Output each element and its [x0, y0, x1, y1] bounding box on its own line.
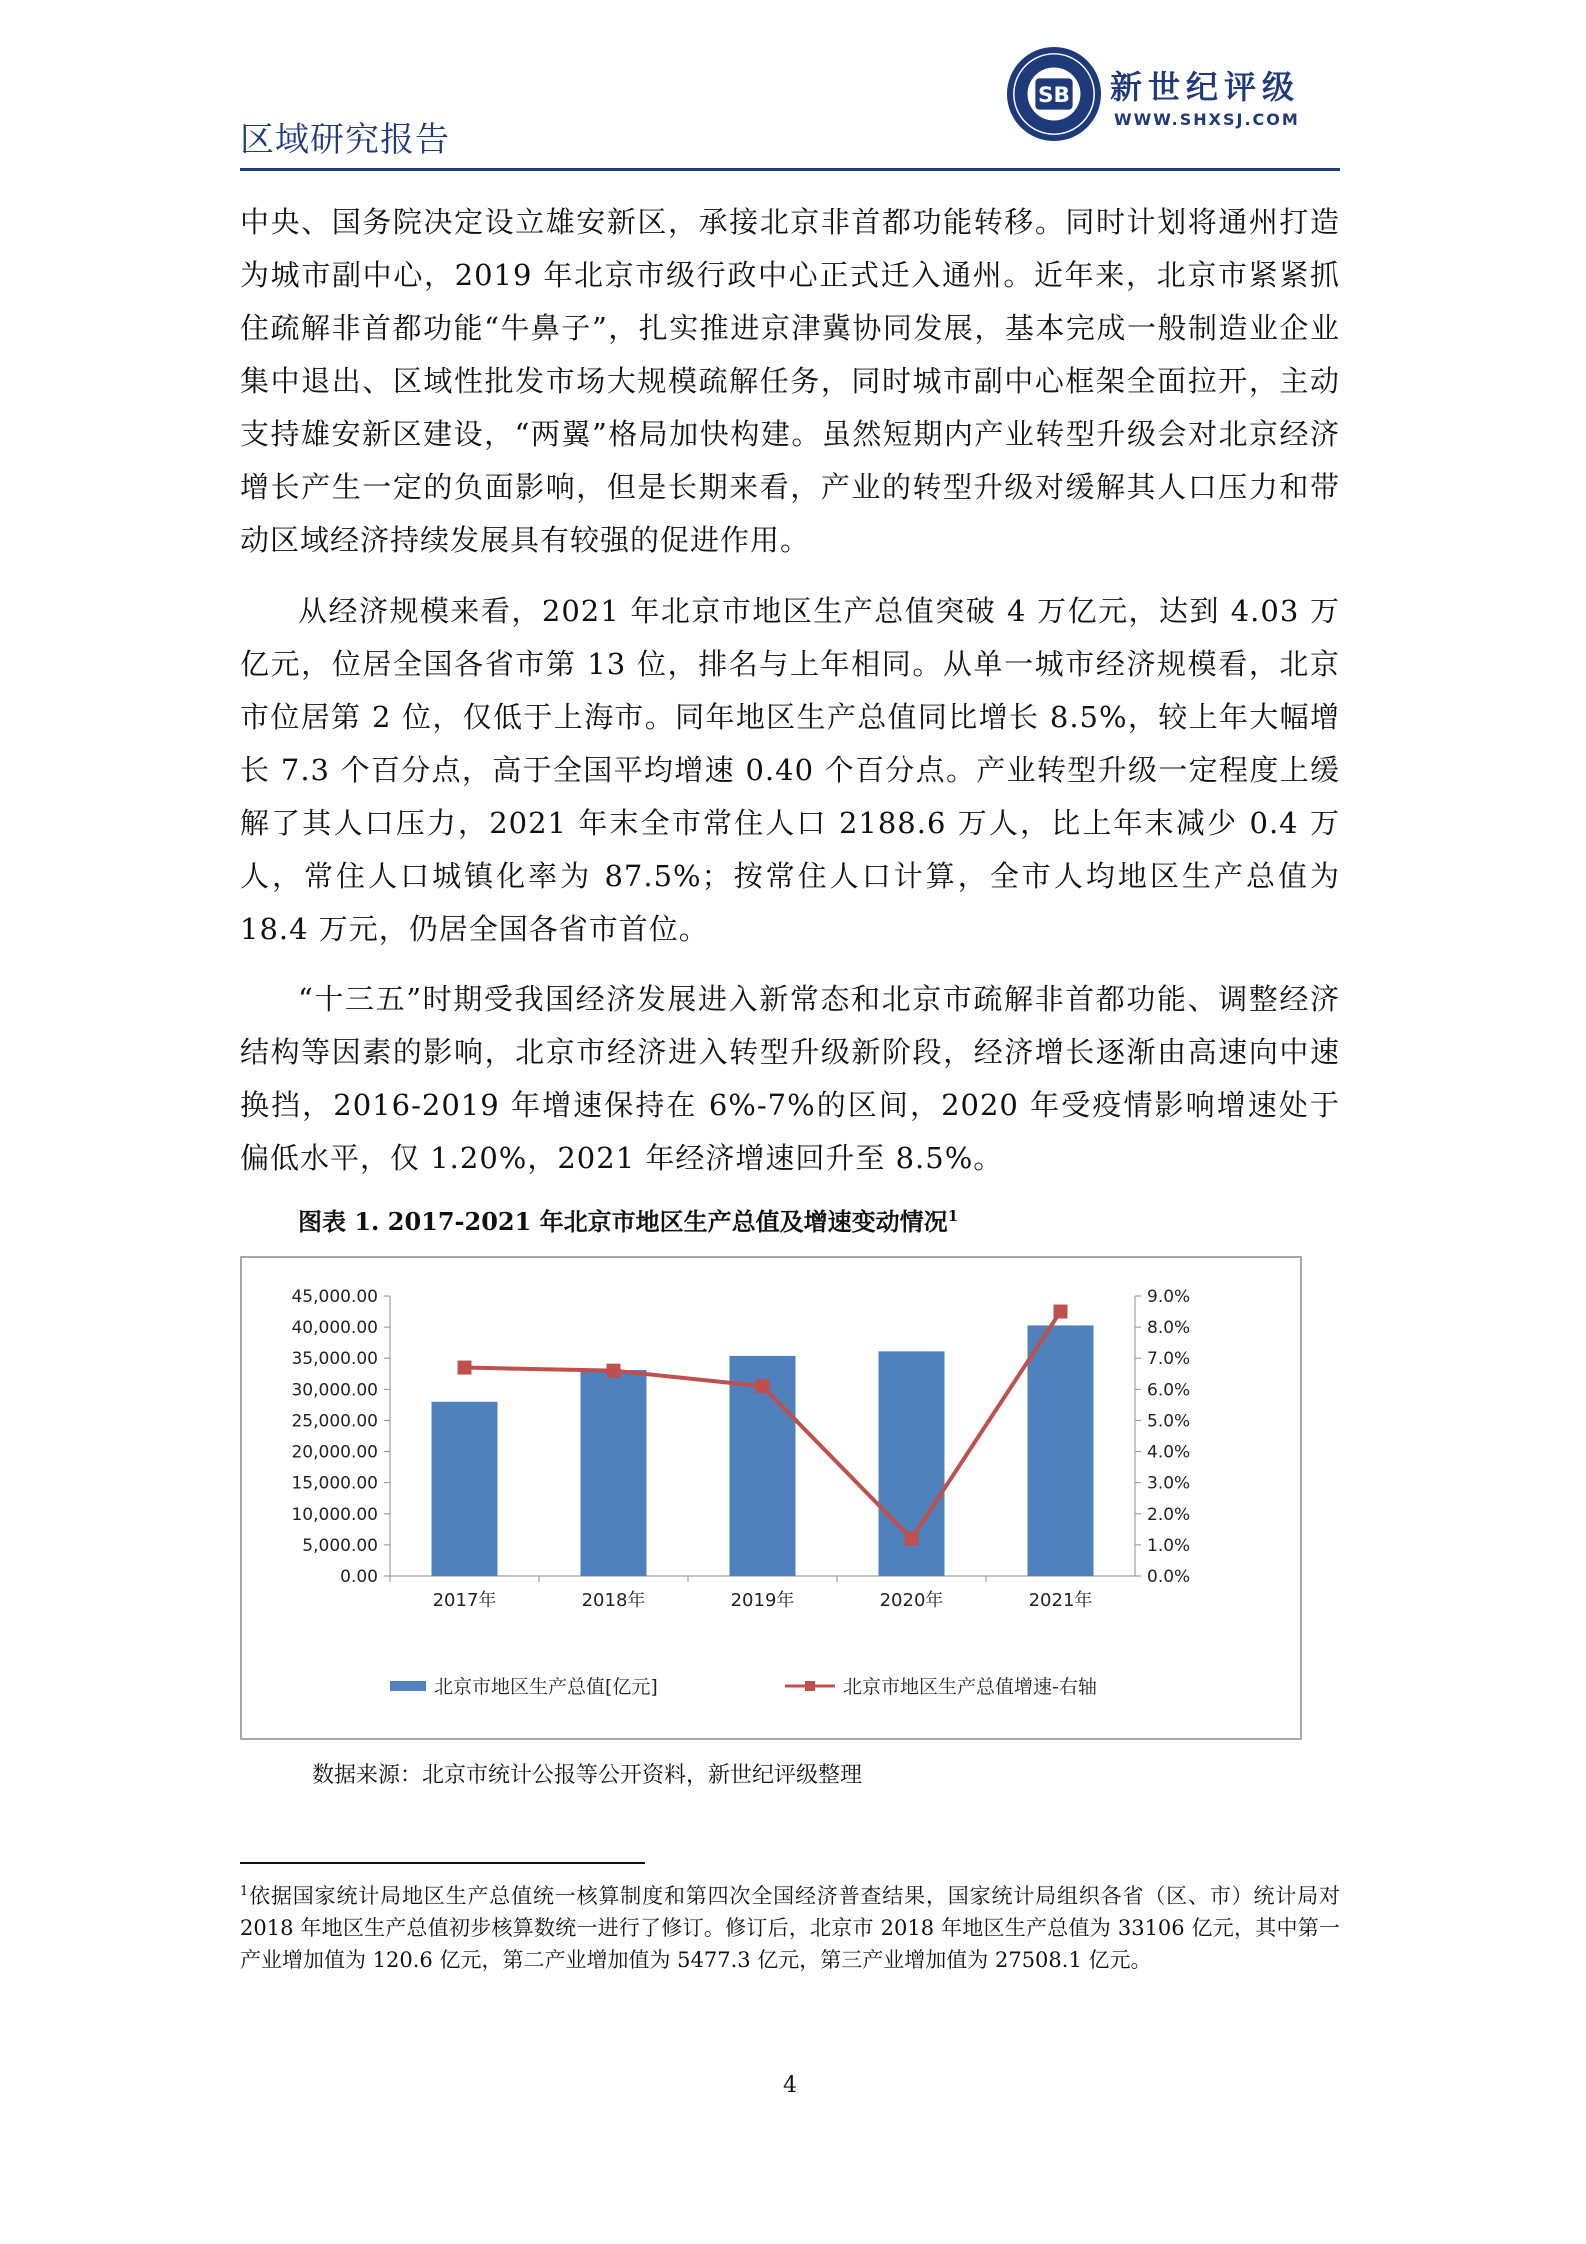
brand-name: 新世纪评级: [1110, 68, 1301, 106]
growth-rate-point: [756, 1379, 770, 1393]
header-divider: [240, 168, 1340, 171]
legend-bar-label: 北京市地区生产总值[亿元]: [434, 1676, 658, 1698]
growth-rate-point: [607, 1364, 621, 1378]
left-axis-tick-label: 0.00: [340, 1567, 378, 1587]
right-axis-tick-label: 8.0%: [1147, 1318, 1191, 1339]
right-axis-tick-label: 2.0%: [1147, 1504, 1191, 1525]
growth-rate-point: [1054, 1305, 1068, 1319]
legend-line-marker: [805, 1681, 815, 1691]
gdp-chart: [240, 1256, 1302, 1740]
logo-text: SB: [1038, 82, 1070, 108]
right-axis-tick-label: 5.0%: [1147, 1411, 1191, 1432]
x-axis-tick-label: 2019年: [730, 1590, 795, 1611]
right-axis-tick-label: 3.0%: [1147, 1473, 1191, 1494]
x-axis-tick-label: 2020年: [879, 1590, 944, 1611]
left-axis-tick-label: 20,000.00: [291, 1442, 378, 1463]
footnote-divider: [240, 1862, 645, 1864]
company-logo-icon: [1005, 45, 1103, 143]
paragraph-2: 从经济规模来看，2021 年北京市地区生产总值突破 4 万亿元，达到 4.03 万亿元，位居全国各省市第 13 位，排名与上年相同。从单一城市经济规模看，北京市位居第 2 位，仅低于上海市。同年地区生产总值同比增长 8.5%，较上年大幅增长 7.3 个百分点，高于全国平均增速 0.40 个百分点。产业转型升级一定程度上缓解了其人口压力，2021 年末全市常住人口 2188.6 万人，比上年末减少 0.4 万人，常住人口城镇化率为 87.5%；按常住人口计算，全市人均地区生产总值为 18.4 万元，仍居全国各省市首位。: [240, 594, 1340, 946]
right-axis-tick-label: 9.0%: [1147, 1287, 1191, 1307]
left-axis-tick-label: 30,000.00: [291, 1380, 378, 1401]
paragraph-1: 中央、国务院决定设立雄安新区，承接北京非首都功能转移。同时计划将通州打造为城市副中心，2019 年北京市级行政中心正式迁入通州。近年来，北京市紧紧抓住疏解非首都功能“牛鼻子”，扎实推进京津冀协同发展，基本完成一般制造业企业集中退出、区域性批发市场大规模疏解任务，同时城市副中心框架全面拉开，主动支持雄安新区建设，“两翼”格局加快构建。虽然短期内产业转型升级会对北京经济增长产生一定的负面影响，但是长期来看，产业的转型升级对缓解其人口压力和带动区域经济持续发展具有较强的促进作用。: [240, 205, 1340, 557]
x-axis-tick-label: 2018年: [581, 1590, 646, 1611]
page-number: 4: [783, 2073, 797, 2098]
right-axis-tick-label: 4.0%: [1147, 1442, 1191, 1463]
data-source-note: 数据来源：北京市统计公报等公开资料，新世纪评级整理: [312, 1763, 863, 1788]
report-category-title: 区域研究报告: [240, 120, 450, 160]
gdp-bar: [1028, 1325, 1094, 1576]
right-axis-tick-label: 6.0%: [1147, 1380, 1191, 1401]
figure-caption: [298, 1202, 958, 1237]
right-axis-tick-label: 0.0%: [1147, 1567, 1191, 1587]
legend-bar-swatch: [390, 1681, 426, 1691]
paragraph-3: “十三五”时期受我国经济发展进入新常态和北京市疏解非首都功能、调整经济结构等因素的影响，北京市经济进入转型升级新阶段，经济增长逐渐由高速向中速换挡，2016-2019 年增速保持在 6%-7%的区间，2020 年受疫情影响增速处于偏低水平，仅 1.20%，2021 年经济增速回升至 8.5%。: [240, 982, 1340, 1175]
left-axis-tick-label: 45,000.00: [291, 1287, 378, 1307]
left-axis-tick-label: 15,000.00: [291, 1473, 378, 1494]
x-axis-tick-label: 2021年: [1028, 1590, 1093, 1611]
growth-rate-point: [905, 1532, 919, 1546]
footnote-mark: 1: [240, 1884, 249, 1899]
left-axis-tick-label: 40,000.00: [291, 1318, 378, 1339]
x-axis-tick-label: 2017年: [432, 1590, 497, 1611]
footnote: [240, 1876, 1340, 1976]
right-axis-tick-label: 7.0%: [1147, 1349, 1191, 1370]
legend-line-label: 北京市地区生产总值增速-右轴: [843, 1676, 1097, 1698]
right-axis-tick-label: 1.0%: [1147, 1535, 1191, 1556]
figure-caption-footnote-ref: 1: [947, 1207, 959, 1225]
gdp-bar: [432, 1402, 498, 1576]
growth-rate-point: [458, 1361, 472, 1375]
left-axis-tick-label: 10,000.00: [291, 1504, 378, 1525]
figure-caption-text: 图表 1. 2017-2021 年北京市地区生产总值及增速变动情况: [298, 1207, 948, 1236]
gdp-bar: [581, 1370, 647, 1576]
left-axis-tick-label: 5,000.00: [302, 1535, 378, 1556]
footnote-text: 依据国家统计局地区生产总值统一核算制度和第四次全国经济普查结果，国家统计局组织各省（区、市）统计局对 2018 年地区生产总值初步核算数统一进行了修订。修订后，北京市 2018 年地区生产总值为 33106 亿元，其中第一产业增加值为 120.6 亿元，第二产业增加值为 5477.3 亿元，第三产业增加值为 27508.1 亿元。: [240, 1884, 1340, 1972]
brand-url: WWW.SHXSJ.COM: [1114, 110, 1300, 129]
left-axis-tick-label: 35,000.00: [291, 1349, 378, 1370]
left-axis-tick-label: 25,000.00: [291, 1411, 378, 1432]
